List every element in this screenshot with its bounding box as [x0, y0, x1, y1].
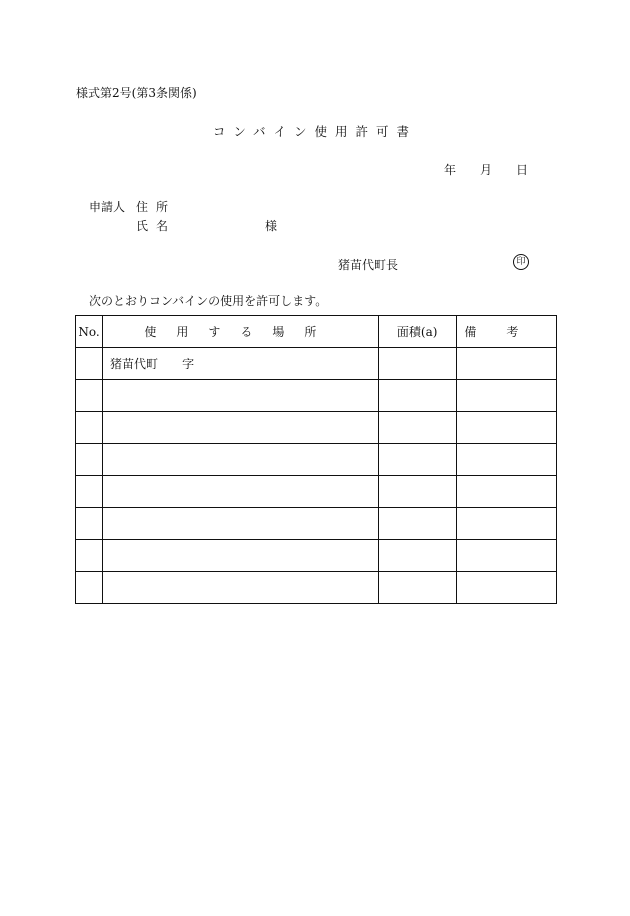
table-row [76, 380, 557, 412]
cell-area[interactable] [378, 508, 456, 540]
table-row [76, 508, 557, 540]
cell-note[interactable] [456, 380, 556, 412]
form-number: 様式第2号(第3条関係) [76, 86, 197, 100]
cell-place[interactable] [103, 348, 379, 380]
table-header-row [76, 316, 557, 348]
date-line [444, 161, 528, 178]
header-no: No. [76, 316, 103, 348]
table-row [76, 476, 557, 508]
cell-no[interactable] [76, 412, 103, 444]
header-place [103, 316, 379, 348]
cell-place[interactable] [103, 444, 379, 476]
cell-no[interactable] [76, 380, 103, 412]
header-note-text: 備考 [464, 325, 549, 339]
cell-area[interactable] [378, 540, 456, 572]
cell-place[interactable] [103, 508, 379, 540]
cell-no[interactable] [76, 540, 103, 572]
date-month: 月 [480, 163, 493, 177]
cell-no[interactable] [76, 476, 103, 508]
issuer-title: 猪苗代町長 [338, 258, 399, 272]
cell-area[interactable] [378, 380, 456, 412]
seal-mark: 印 [513, 254, 529, 270]
table-row [76, 348, 557, 380]
cell-no[interactable] [76, 444, 103, 476]
cell-no[interactable] [76, 508, 103, 540]
cell-note[interactable] [456, 508, 556, 540]
location-table [75, 315, 557, 604]
cell-area[interactable] [378, 444, 456, 476]
header-place-text: 使用する場所 [144, 325, 337, 339]
document-title: コンバイン使用許可書 [212, 124, 418, 139]
cell-place[interactable] [103, 412, 379, 444]
header-area: 面積(a) [378, 316, 456, 348]
cell-note[interactable] [456, 540, 556, 572]
cell-area[interactable] [378, 348, 456, 380]
cell-place[interactable] [103, 476, 379, 508]
table-row [76, 444, 557, 476]
permission-statement: 次のとおりコンバインの使用を許可します。 [89, 294, 328, 308]
cell-no[interactable] [76, 572, 103, 604]
table-row [76, 540, 557, 572]
table-row [76, 412, 557, 444]
header-note [456, 316, 556, 348]
cell-no[interactable] [76, 348, 103, 380]
cell-place[interactable] [103, 540, 379, 572]
address-label: 住所 [136, 200, 177, 214]
table-row [76, 572, 557, 604]
name-label: 氏名 [136, 219, 177, 233]
cell-note[interactable] [456, 444, 556, 476]
cell-area[interactable] [378, 572, 456, 604]
cell-area[interactable] [378, 412, 456, 444]
cell-area[interactable] [378, 476, 456, 508]
cell-place[interactable] [103, 572, 379, 604]
cell-note[interactable] [456, 476, 556, 508]
cell-place[interactable] [103, 380, 379, 412]
cell-note[interactable] [456, 348, 556, 380]
place-town: 猪苗代町 [110, 357, 159, 371]
cell-note[interactable] [456, 412, 556, 444]
cell-note[interactable] [456, 572, 556, 604]
date-day: 日 [516, 163, 529, 177]
place-aza: 字 [182, 357, 195, 371]
applicant-label: 申請人 [89, 200, 126, 214]
date-year: 年 [444, 163, 457, 177]
honorific: 様 [265, 219, 278, 233]
